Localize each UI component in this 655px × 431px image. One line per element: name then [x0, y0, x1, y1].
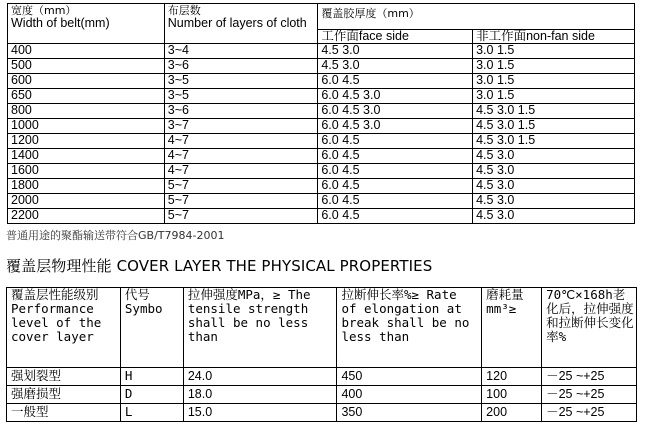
face-side-header: 工作面face side: [318, 30, 473, 44]
elongation-cell: 350: [337, 404, 482, 422]
width-cell: 1600: [8, 164, 165, 179]
layers-cell: 3~7: [164, 119, 318, 134]
layers-cell: 3~5: [164, 74, 318, 89]
nonfan-thickness-cell: 4.5 3.0 1.5: [473, 134, 635, 149]
table-row: [7, 368, 637, 386]
aging-header: 70℃×168h老化后，拉伸强度和拉断伸长变化率%: [542, 288, 637, 368]
nonfan-thickness-cell: 3.0 1.5: [473, 89, 635, 104]
table-row: [8, 194, 635, 209]
layers-cell: 3~6: [164, 59, 318, 74]
face-thickness-cell: 6.0 4.5: [318, 134, 473, 149]
standard-note: 普通用途的聚酯输送带符合GB/T7984-2001: [6, 229, 225, 242]
grade-cell: 一般型: [7, 404, 121, 422]
layers-cell: 5~7: [164, 194, 318, 209]
width-cell: 1400: [8, 149, 165, 164]
table-row: [8, 149, 635, 164]
tensile-cell: 18.0: [183, 386, 337, 404]
face-thickness-cell: 6.0 4.5 3.0: [318, 104, 473, 119]
grade-cell: 强划裂型: [7, 368, 121, 386]
face-thickness-cell: 4.5 3.0: [318, 59, 473, 74]
width-header-cn: 宽度（mm）: [11, 4, 77, 17]
face-thickness-cell: 6.0 4.5 3.0: [318, 89, 473, 104]
grade-cell: 强磨损型: [7, 386, 121, 404]
nonfan-thickness-cell: 3.0 1.5: [473, 74, 635, 89]
tensile-cell: 15.0: [183, 404, 337, 422]
width-cell: 1200: [8, 134, 165, 149]
width-cell: 400: [8, 44, 165, 59]
elongation-cell: 450: [337, 368, 482, 386]
width-cell: 600: [8, 74, 165, 89]
layers-cell: 5~7: [164, 179, 318, 194]
elongation-header: 拉断伸长率%≥ Rate of elongation at break shall be no less than: [337, 288, 482, 368]
table-row: [7, 386, 637, 404]
aging-cell: －25 ~+25: [542, 386, 637, 404]
cover-properties-table: [6, 287, 637, 422]
table-row: [7, 404, 637, 422]
face-thickness-cell: 6.0 4.5: [318, 194, 473, 209]
table-row: [8, 74, 635, 89]
layers-header: [164, 4, 318, 44]
face-thickness-cell: 4.5 3.0: [318, 44, 473, 59]
width-cell: 1000: [8, 119, 165, 134]
layers-cell: 3~5: [164, 89, 318, 104]
code-cell: D: [120, 386, 183, 404]
width-cell: 1800: [8, 179, 165, 194]
aging-cell: －25 ~+25: [542, 368, 637, 386]
face-thickness-cell: 6.0 4.5: [318, 209, 473, 224]
nonfan-thickness-cell: 3.0 1.5: [473, 59, 635, 74]
grade-header: 覆盖层性能级别 Performance level of the cover layer: [7, 288, 121, 368]
abrasion-cell: 120: [482, 368, 542, 386]
layers-header-en: Number of layers of cloth: [167, 16, 307, 30]
cover-header-cn: 覆盖胶厚度（mm）: [321, 7, 420, 20]
face-thickness-cell: 6.0 4.5: [318, 74, 473, 89]
layers-cell: 3~4: [164, 44, 318, 59]
section-title: 覆盖层物理性能 COVER LAYER THE PHYSICAL PROPERTIES: [6, 257, 433, 275]
layers-cell: 4~7: [164, 164, 318, 179]
abrasion-cell: 100: [482, 386, 542, 404]
layers-cell: 4~7: [164, 149, 318, 164]
table-row: [8, 89, 635, 104]
face-thickness-cell: 6.0 4.5: [318, 149, 473, 164]
width-header: [8, 4, 165, 44]
cover-thickness-header: [318, 4, 635, 30]
layers-cell: 3~6: [164, 104, 318, 119]
nonfan-thickness-cell: 3.0 1.5: [473, 44, 635, 59]
table-row: [8, 179, 635, 194]
width-cell: 2000: [8, 194, 165, 209]
table-row: [8, 134, 635, 149]
nonfan-thickness-cell: 4.5 3.0 1.5: [473, 104, 635, 119]
width-cell: 650: [8, 89, 165, 104]
abrasion-header: 磨耗量mm³≥: [482, 288, 542, 368]
nonfan-side-header: 非工作面non-fan side: [473, 30, 635, 44]
nonfan-thickness-cell: 4.5 3.0: [473, 194, 635, 209]
width-cell: 2200: [8, 209, 165, 224]
code-cell: L: [120, 404, 183, 422]
layers-cell: 5~7: [164, 209, 318, 224]
nonfan-thickness-cell: 4.5 3.0 1.5: [473, 119, 635, 134]
width-cell: 500: [8, 59, 165, 74]
nonfan-thickness-cell: 4.5 3.0: [473, 149, 635, 164]
elongation-cell: 400: [337, 386, 482, 404]
table-row: [8, 59, 635, 74]
aging-cell: －25 ~+25: [542, 404, 637, 422]
abrasion-cell: 200: [482, 404, 542, 422]
face-thickness-cell: 6.0 4.5 3.0: [318, 119, 473, 134]
layers-header-cn: 布层数: [167, 4, 201, 17]
nonfan-thickness-cell: 4.5 3.0: [473, 164, 635, 179]
tensile-cell: 24.0: [183, 368, 337, 386]
face-thickness-cell: 6.0 4.5: [318, 164, 473, 179]
nonfan-thickness-cell: 4.5 3.0: [473, 179, 635, 194]
table-row: [8, 104, 635, 119]
layers-cell: 4~7: [164, 134, 318, 149]
width-header-en: Width of belt(mm): [11, 16, 110, 30]
face-thickness-cell: 6.0 4.5: [318, 179, 473, 194]
code-cell: H: [120, 368, 183, 386]
tensile-header: 拉伸强度MPa，≥ The tensile strength shall be no less than: [183, 288, 337, 368]
table-row: [8, 164, 635, 179]
width-cell: 800: [8, 104, 165, 119]
table-row: [8, 44, 635, 59]
nonfan-thickness-cell: 4.5 3.0: [473, 209, 635, 224]
table-row: [8, 119, 635, 134]
table-row: [8, 209, 635, 224]
belt-spec-table: [7, 3, 635, 224]
code-header: 代号 Symbo: [120, 288, 183, 368]
